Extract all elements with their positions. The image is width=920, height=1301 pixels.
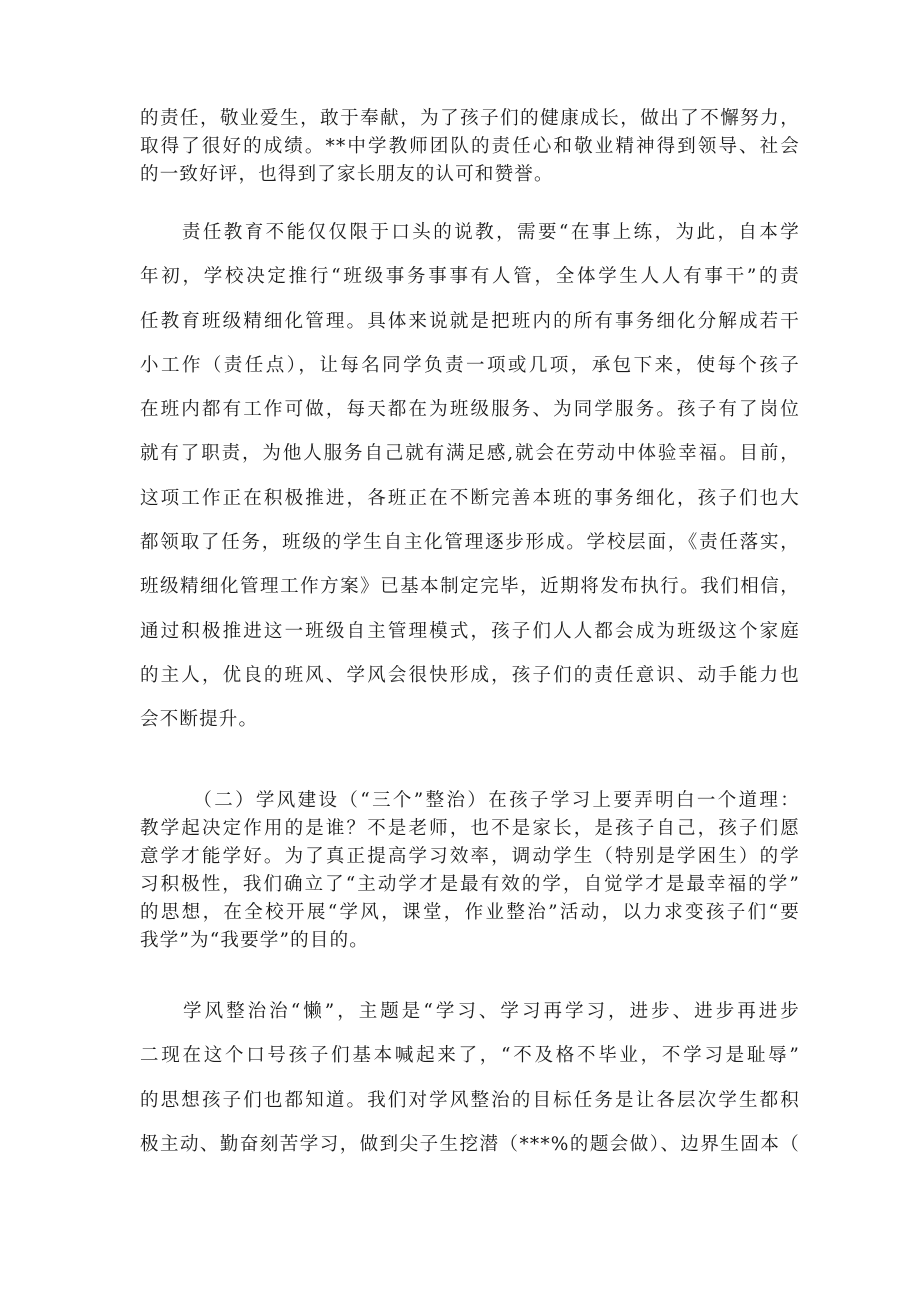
text-line: 意学才能学好。为了真正提高学习效率，调动学生（特别是学困生）的学 (140, 846, 800, 867)
text-line: 的思想，在全校开展“学风，课堂，作业整治”活动，以力求变孩子们“要 (140, 902, 800, 923)
text-line: 我学”为“我要学”的目的。 (140, 930, 369, 951)
text-line: 班级精细化管理工作方案》已基本制定完毕，近期将发布执行。我们相信， (140, 576, 800, 598)
paragraph-laziness-rectification (140, 990, 800, 1167)
text-line: 教学起决定作用的是谁？不是老师，也不是家长，是孩子自己，孩子们愿 (140, 818, 800, 839)
text-line: 会不断提升。 (140, 709, 259, 731)
text-line: 任教育班级精细化管理。具体来说就是把班内的所有事务细化分解成若干 (140, 310, 800, 332)
text-line: 习积极性，我们确立了“主动学才是最有效的学，自觉学才是最幸福的学” (140, 874, 800, 895)
text-line: 取得了很好的成绩。**中学教师团队的责任心和敬业精神得到领导、社会 (140, 136, 800, 157)
paragraph-study-style-building (140, 787, 800, 955)
text-line: 的责任，敬业爱生，敢于奉献，为了孩子们的健康成长，做出了不懈努力， (140, 108, 800, 129)
text-line: 二现在这个口号孩子们基本喊起来了，“不及格不毕业，不学习是耻辱” (140, 1045, 800, 1067)
text-line: 在班内都有工作可做，每天都在为班级服务、为同学服务。孩子有了岗位 (140, 399, 800, 421)
text-line: 的思想孩子们也都知道。我们对学风整治的目标任务是让各层次学生都积 (140, 1089, 800, 1111)
paragraph-responsibility-education (140, 211, 800, 743)
text-line: 极主动、勤奋刻苦学习，做到尖子生挖潜（***%的题会做）、边界生固本（ (140, 1133, 800, 1155)
text-line: 小工作（责任点），让每名同学负责一项或几项，承包下来，使每个孩子 (140, 354, 800, 376)
text-line: 就有了职责，为他人服务自己就有满足感,就会在劳动中体验幸福。目前， (140, 443, 800, 465)
text-line: 年初，学校决定推行“班级事务事事有人管，全体学生人人有事干”的责 (140, 266, 800, 288)
text-line: 学风整治治“懒”，主题是“学习、学习再学习，进步、进步再进步 (140, 1001, 800, 1022)
text-line: （二）学风建设（“三个”整治）在孩子学习上要弄明白一个道理： (140, 790, 800, 811)
text-line: 这项工作正在积极推进，各班正在不断完善本班的事务细化，孩子们也大 (140, 487, 800, 509)
text-line: 都领取了任务，班级的学生自主化管理逐步形成。学校层面，《责任落实， (140, 532, 800, 554)
paragraph-responsibility-summary (140, 105, 800, 189)
text-line: 通过积极推进这一班级自主管理模式，孩子们人人都会成为班级这个家庭 (140, 620, 800, 642)
text-line: 的一致好评，也得到了家长朋友的认可和赞誉。 (140, 164, 554, 185)
text-line: 责任教育不能仅仅限于口头的说教，需要“在事上练，为此，自本学 (140, 222, 800, 243)
text-line: 的主人，优良的班风、学风会很快形成，孩子们的责任意识、动手能力也 (140, 664, 800, 686)
